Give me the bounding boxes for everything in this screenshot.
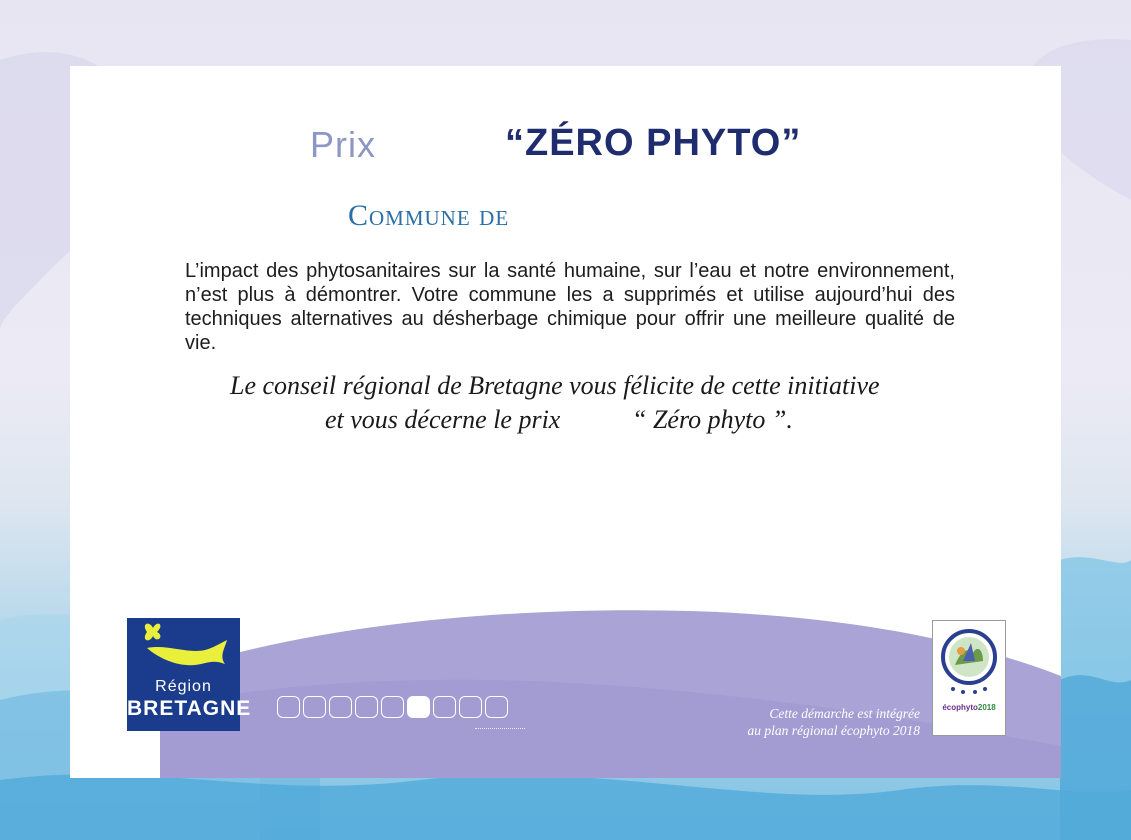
- bretagne-label: BRETAGNE: [127, 697, 252, 720]
- box-2: [303, 696, 326, 718]
- ecophyto-name-part1: écophyto: [942, 703, 978, 712]
- prix-title: “ZÉRO PHYTO”: [505, 122, 802, 164]
- ecophyto-logo: [932, 620, 1006, 736]
- award-certificate: [70, 66, 1061, 778]
- commune-heading: Commune de: [348, 199, 510, 232]
- progress-boxes: [277, 696, 508, 718]
- flower-fish-icon: [127, 618, 240, 678]
- ecophyto-name: [933, 703, 1005, 712]
- closing-line-2: et vous décerne le prix: [325, 405, 561, 434]
- box-1: [277, 696, 300, 718]
- region-label: Région: [155, 678, 212, 695]
- box-7: [433, 696, 456, 718]
- body-paragraph: L’impact des phytosanitaires sur la santé humaine, sur l’eau et notre environnement, n’est plus à démontrer. Votre commune les a supprimés et utilise aujourd’hui des techniques alternatives au désherbage chimique pour offrir une meilleure qualité de vie.: [185, 260, 955, 354]
- demarche-caption: [725, 705, 920, 739]
- box-9: [485, 696, 508, 718]
- region-bretagne-logo: [127, 618, 252, 731]
- ecophyto-name-part2: 2018: [977, 703, 996, 712]
- box-8: [459, 696, 482, 718]
- box-5: [381, 696, 404, 718]
- tiny-caption-line: [475, 728, 525, 732]
- prix-word: Prix: [310, 124, 376, 165]
- demarche-line-1: Cette démarche est intégrée: [769, 706, 920, 721]
- closing-line-1: Le conseil régional de Bretagne vous félicite de cette initiative: [230, 371, 880, 400]
- demarche-line-2: au plan régional écophyto 2018: [747, 723, 920, 738]
- nature-badge-icon: [933, 621, 1005, 701]
- box-3: [329, 696, 352, 718]
- box-6-filled: [407, 696, 430, 718]
- closing-award-name: “ Zéro phyto ”.: [632, 405, 793, 434]
- box-4: [355, 696, 378, 718]
